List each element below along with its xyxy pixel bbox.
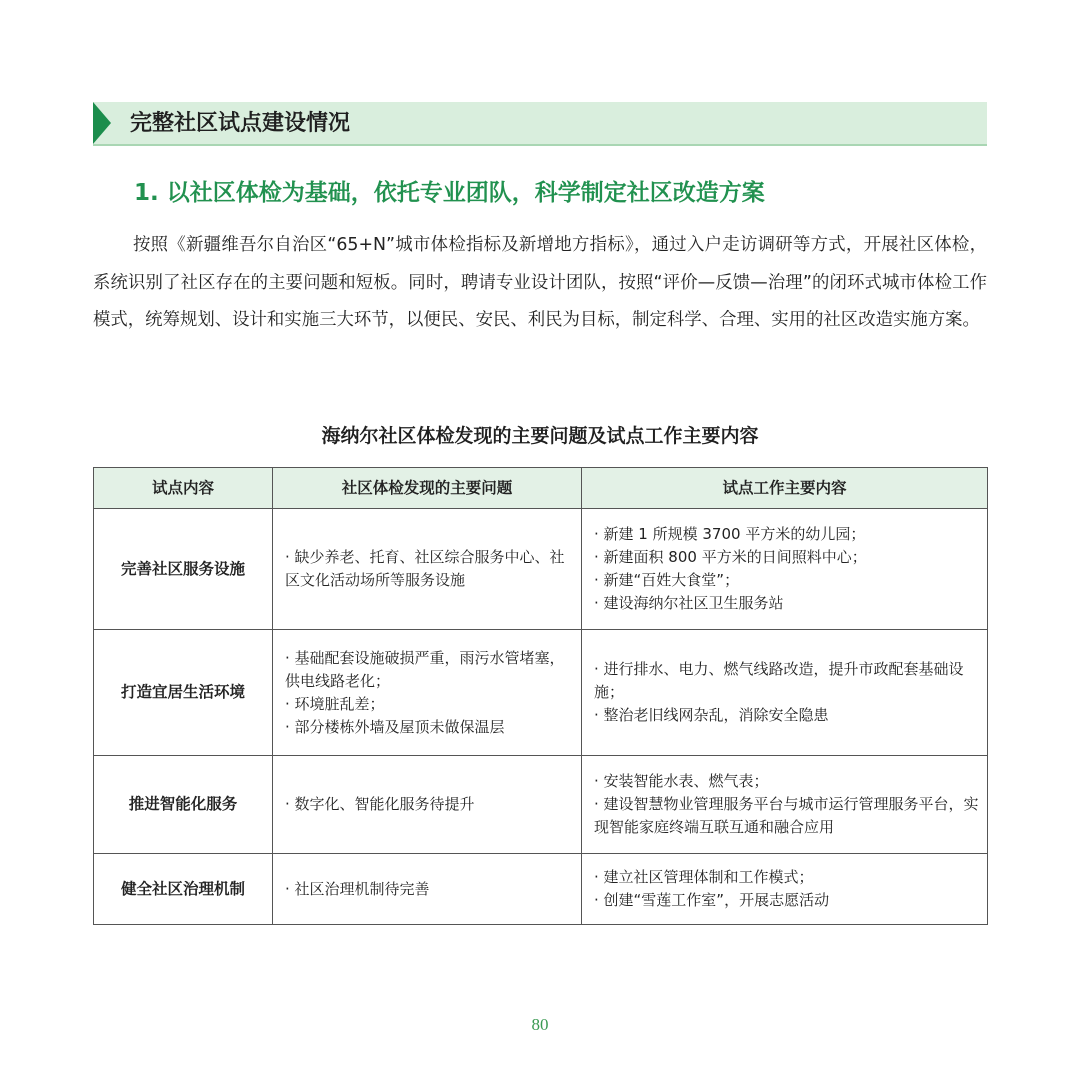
- work-line: · 新建 1 所规模 3700 平方米的幼儿园；: [594, 525, 866, 543]
- problems-cell: [273, 756, 582, 854]
- pilot-item-cell: 打造宜居生活环境: [94, 630, 273, 756]
- work-line: · 建立社区管理体制和工作模式；: [594, 868, 814, 886]
- problem-line: · 部分楼栋外墙及屋顶未做保温层: [285, 717, 505, 736]
- problems-cell: [273, 509, 582, 630]
- work-cell: [582, 854, 988, 925]
- problem-line: · 缺少养老、托育、社区综合服务中心、社区文化活动场所等服务设施: [285, 548, 565, 589]
- pilot-item-cell: 健全社区治理机制: [94, 854, 273, 925]
- body-paragraph: 按照《新疆维吾尔自治区“65+N”城市体检指标及新增地方指标》，通过入户走访调研等方式，开展社区体检，系统识别了社区存在的主要问题和短板。同时，聘请专业设计团队，按照“评价—反馈—治理”的闭环式城市体检工作模式，统筹规划、设计和实施三大环节，以便民、安民、利民为目标，制定科学、合理、实用的社区改造实施方案。: [93, 235, 987, 330]
- problems-cell: [273, 854, 582, 925]
- header-cell: 试点工作主要内容: [582, 468, 988, 509]
- work-line: · 新建面积 800 平方米的日间照料中心；: [594, 548, 867, 566]
- table-row: [94, 630, 988, 756]
- work-cell: [582, 509, 988, 630]
- work-cell: [582, 630, 988, 756]
- page-number: 80: [531, 1015, 549, 1034]
- pilot-item-cell: 完善社区服务设施: [94, 509, 273, 630]
- problem-line: · 数字化、智能化服务待提升: [285, 795, 475, 813]
- table-header-row: [94, 468, 988, 509]
- table-row: [94, 854, 988, 925]
- problem-line: · 基础配套设施破损严重，雨污水管堵塞，供电线路老化；: [285, 648, 565, 690]
- section-title: 完整社区试点建设情况: [130, 111, 351, 136]
- problems-cell: [273, 630, 582, 756]
- problem-line: · 社区治理机制待完善: [285, 879, 430, 898]
- work-line: · 进行排水、电力、燃气线路改造，提升市政配套基础设施；: [594, 660, 964, 701]
- section-arrow-icon: [93, 102, 111, 144]
- subtitle: 1. 以社区体检为基础，依托专业团队，科学制定社区改造方案: [134, 180, 765, 206]
- work-line: · 创建“雪莲工作室”，开展志愿活动: [594, 891, 830, 909]
- table-row: [94, 756, 988, 854]
- header-cell: 社区体检发现的主要问题: [273, 468, 582, 509]
- work-line: · 新建“百姓大食堂”；: [594, 571, 740, 589]
- work-cell: [582, 756, 988, 854]
- table-title: 海纳尔社区体检发现的主要问题及试点工作主要内容: [321, 425, 759, 447]
- work-line: · 整治老旧线网杂乱，消除安全隐患: [594, 706, 829, 724]
- work-line: · 建设智慧物业管理服务平台与城市运行管理服务平台，实现智能家庭终端互联互通和融合应用: [594, 795, 979, 836]
- work-line: · 安装智能水表、燃气表；: [594, 772, 769, 790]
- problem-line: · 环境脏乱差；: [285, 694, 385, 713]
- header-cell: 试点内容: [94, 468, 273, 509]
- table-row: [94, 509, 988, 630]
- issues-table: [93, 467, 988, 925]
- pilot-item-cell: 推进智能化服务: [94, 756, 273, 854]
- work-line: · 建设海纳尔社区卫生服务站: [594, 594, 784, 612]
